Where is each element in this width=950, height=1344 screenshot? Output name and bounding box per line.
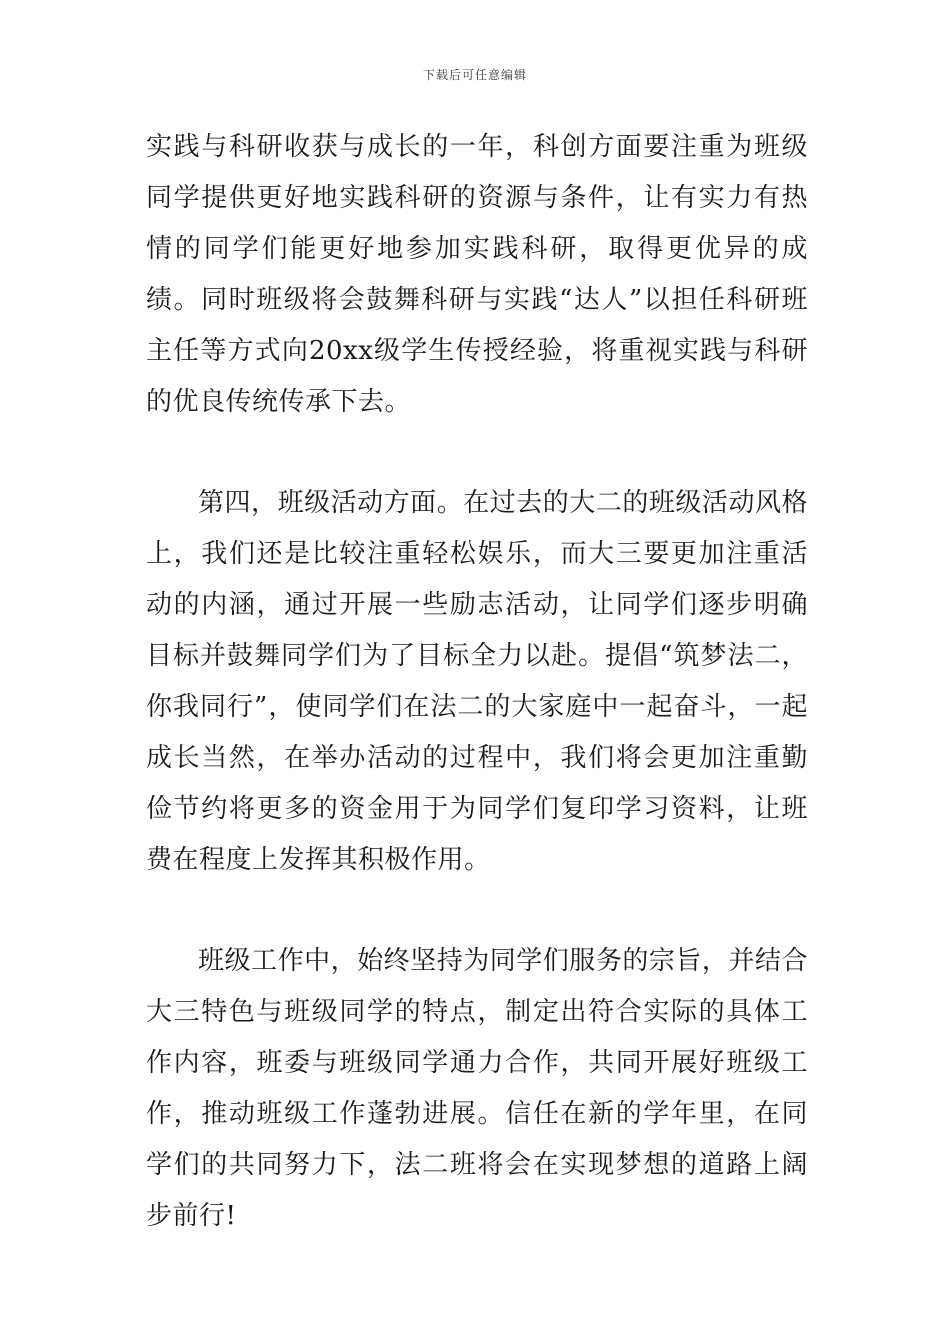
paragraph-gap	[146, 886, 808, 936]
paragraph-gap	[146, 428, 808, 478]
paragraph-class-activities: 第四，班级活动方面。在过去的大二的班级活动风格上，我们还是比较注重轻松娱乐，而大三要更加注重活动的内涵，通过开展一些励志活动，让同学们逐步明确目标并鼓舞同学们为了目标全力以赴。提倡“筑梦法二，你我同行”，使同学们在法二的大家庭中一起奋斗，一起成长当然，在举办活动的过程中，我们将会更加注重勤俭节约将更多的资金用于为同学们复印学习资料，让班费在程度上发挥其积极作用。	[146, 488, 808, 875]
document-body	[146, 122, 808, 1242]
paragraph-conclusion: 班级工作中，始终坚持为同学们服务的宗旨，并结合大三特色与班级同学的特点，制定出符合实际的具体工作内容，班委与班级同学通力合作，共同开展好班级工作，推动班级工作蓬勃进展。信任在新的学年里，在同学们的共同努力下，法二班将会在实现梦想的道路上阔步前行!	[146, 946, 808, 1231]
page-header: 下载后可任意编辑	[422, 68, 527, 82]
paragraph-continuation: 实践与科研收获与成长的一年，科创方面要注重为班级同学提供更好地实践科研的资源与条件，让有实力有热情的同学们能更好地参加实践科研，取得更优异的成绩。同时班级将会鼓舞科研与实践“达人”以担任科研班主任等方式向20xx级学生传授经验，将重视实践与科研的优良传统传承下去。	[146, 132, 808, 417]
